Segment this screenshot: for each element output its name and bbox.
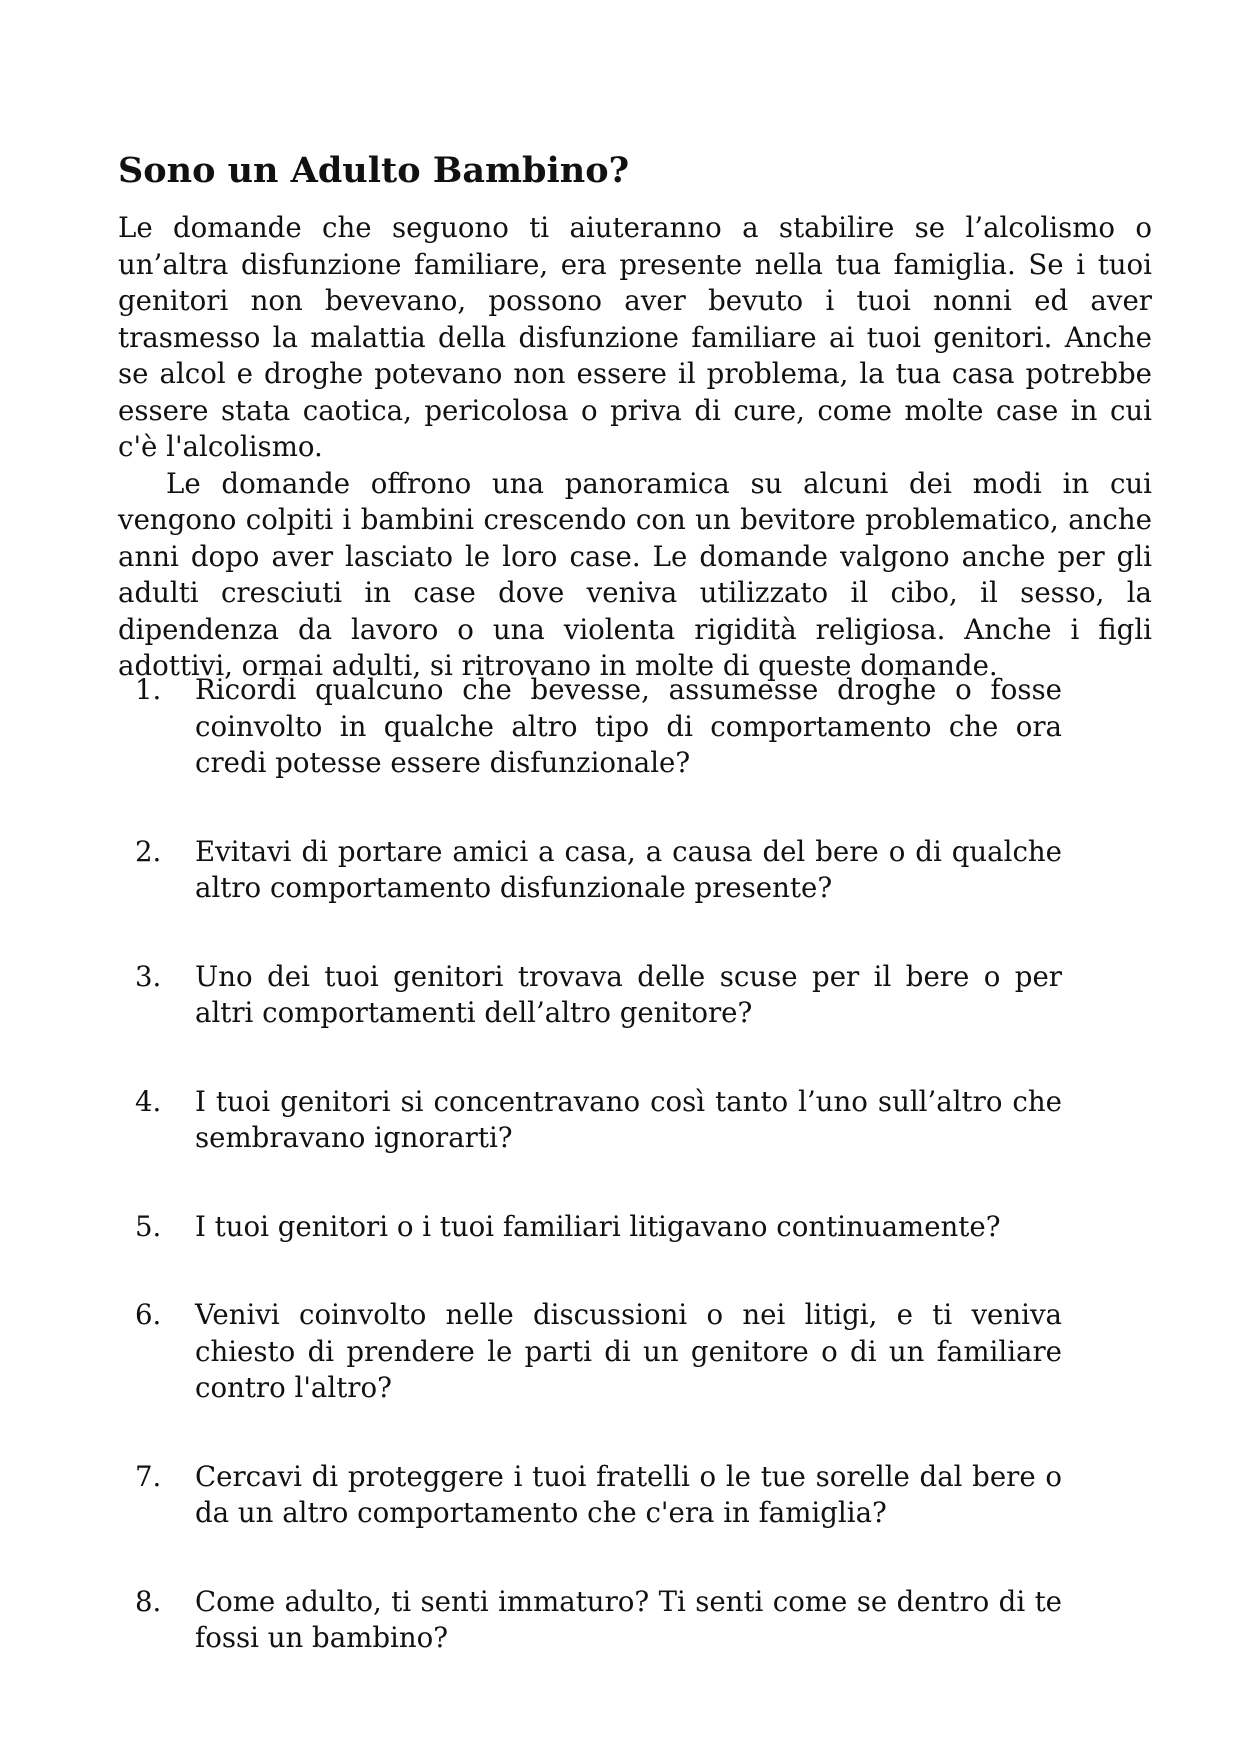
question-text: I tuoi genitori o i tuoi familiari litigavano continuamente?: [195, 1209, 1001, 1243]
question-item-4: [135, 1084, 1062, 1157]
question-item-1: [135, 672, 1062, 782]
question-text: Evitavi di portare amici a casa, a causa del bere o di qualche altro comportamento disfunzionale presente?: [195, 834, 1062, 904]
question-text: Come adulto, ti senti immaturo? Ti senti come se dentro di te fossi un bambino?: [195, 1584, 1062, 1654]
question-number: 5.: [135, 1209, 162, 1243]
intro-paragraph-2: Le domande offrono una panoramica su alcuni dei modi in cui vengono colpiti i bambini crescendo con un bevitore problematico, anche anni dopo aver lasciato le loro case. Le domande valgono anche per gli adulti cresciuti in case dove veniva utilizzato il cibo, il sesso, la dipendenza da lavoro o una violenta rigidità religiosa. Anche i figli adottivi, ormai adulti, si ritrovano in molte di queste domande.: [118, 466, 1152, 682]
question-item-3: [135, 959, 1062, 1032]
question-text: Cercavi di proteggere i tuoi fratelli o le tue sorelle dal bere o da un altro comportamento che c'era in famiglia?: [195, 1459, 1062, 1529]
intro-section: [118, 210, 1152, 685]
question-number: 8.: [135, 1584, 162, 1618]
question-text: I tuoi genitori si concentravano così tanto l’uno sull’altro che sembravano ignorarti?: [195, 1084, 1062, 1154]
question-text: Venivi coinvolto nelle discussioni o nei litigi, e ti veniva chiesto di prendere le parti di un genitore o di un familiare contro l'altro?: [195, 1298, 1062, 1404]
question-text: Ricordi qualcuno che bevesse, assumesse droghe o fosse coinvolto in qualche altro tipo di comportamento che ora credi potesse essere disfunzionale?: [195, 673, 1062, 779]
question-item-2: [135, 834, 1062, 907]
question-item-8: [135, 1584, 1062, 1657]
question-item-7: [135, 1459, 1062, 1532]
question-number: 1.: [135, 673, 162, 706]
question-number: 6.: [135, 1298, 162, 1331]
question-number: 3.: [135, 959, 162, 993]
intro-paragraph-1: Le domande che seguono ti aiuteranno a stabilire se l’alcolismo o un’altra disfunzione familiare, era presente nella tua famiglia. Se i tuoi genitori non bevevano, possono aver bevuto i tuoi nonni ed aver trasmesso la malattia della disfunzione familiare ai tuoi genitori. Anche se alcol e droghe potevano non essere il problema, la tua casa potrebbe essere stata caotica, pericolosa o priva di cure, come molte case in cui c'è l'alcolismo.: [118, 211, 1152, 463]
question-list: [135, 672, 1062, 1709]
question-item-5: [135, 1209, 1062, 1246]
question-number: 7.: [135, 1459, 162, 1493]
question-item-6: [135, 1297, 1062, 1407]
question-number: 4.: [135, 1084, 162, 1118]
page-title: Sono un Adulto Bambino?: [118, 150, 630, 191]
question-number: 2.: [135, 834, 162, 868]
question-text: Uno dei tuoi genitori trovava delle scuse per il bere o per altri comportamenti dell’altro genitore?: [195, 959, 1062, 1029]
